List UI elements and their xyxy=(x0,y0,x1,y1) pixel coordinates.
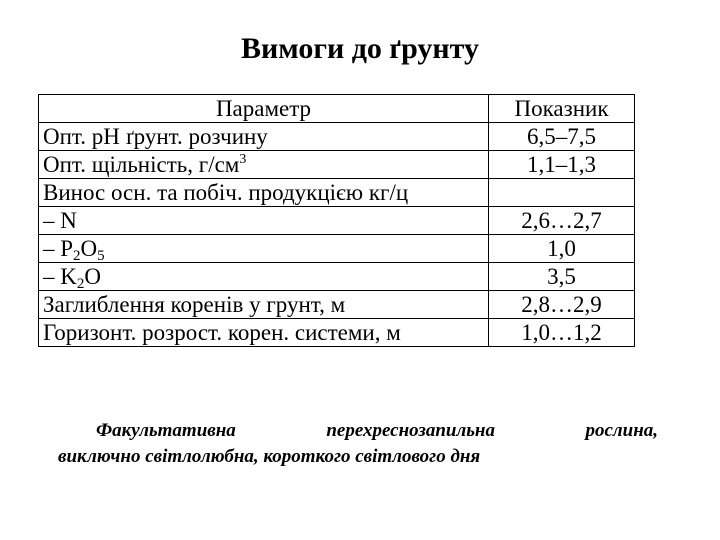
row-param-text: Опт. щільність, г/см xyxy=(43,151,240,177)
table-row xyxy=(39,291,635,319)
row-value: 2,6…2,7 xyxy=(489,207,635,235)
row-param-text: O xyxy=(80,235,98,261)
table-row xyxy=(39,123,635,151)
row-value: 1,1–1,3 xyxy=(489,151,635,179)
plant-description xyxy=(58,418,658,470)
table-row xyxy=(39,151,635,179)
row-param: Заглиблення коренів у грунт, м xyxy=(39,291,489,319)
row-param: Винос осн. та побіч. продукцією кг/ц xyxy=(39,179,489,207)
row-value xyxy=(489,179,635,207)
header-param: Параметр xyxy=(39,95,489,123)
row-value: 2,8…2,9 xyxy=(489,291,635,319)
row-value: 3,5 xyxy=(489,263,635,291)
row-value: 6,5–7,5 xyxy=(489,123,635,151)
header-value: Показник xyxy=(489,95,635,123)
row-param-text: O xyxy=(84,263,101,289)
row-param-text: – P xyxy=(43,235,74,261)
superscript: 3 xyxy=(239,151,247,167)
row-param: – N xyxy=(39,207,489,235)
table-row xyxy=(39,235,635,263)
description-word: рослина, xyxy=(585,420,658,441)
subscript: 2 xyxy=(76,275,85,292)
page-title: Вимоги до ґрунту xyxy=(240,32,479,65)
description-word: перехреснозапильна xyxy=(326,420,495,441)
row-param: Опт. рН ґрунт. розчину xyxy=(39,123,489,151)
description-word: Факультативна xyxy=(96,420,236,441)
row-value: 1,0…1,2 xyxy=(489,319,635,347)
subscript: 5 xyxy=(97,247,105,264)
row-param: Горизонт. розрост. корен. системи, м xyxy=(39,319,489,347)
row-param xyxy=(39,235,489,263)
row-param xyxy=(39,263,489,291)
description-line-2: виключно світлолюбна, короткого світлового дня xyxy=(58,446,481,467)
table-header-row xyxy=(39,95,635,123)
description-line-1 xyxy=(58,418,658,444)
row-param-text: – K xyxy=(43,263,77,289)
table-row xyxy=(39,319,635,347)
soil-requirements-table xyxy=(38,94,635,347)
table-row xyxy=(39,263,635,291)
table-row xyxy=(39,179,635,207)
row-value: 1,0 xyxy=(489,235,635,263)
table-row xyxy=(39,207,635,235)
row-param xyxy=(39,151,489,179)
subscript: 2 xyxy=(73,247,81,264)
